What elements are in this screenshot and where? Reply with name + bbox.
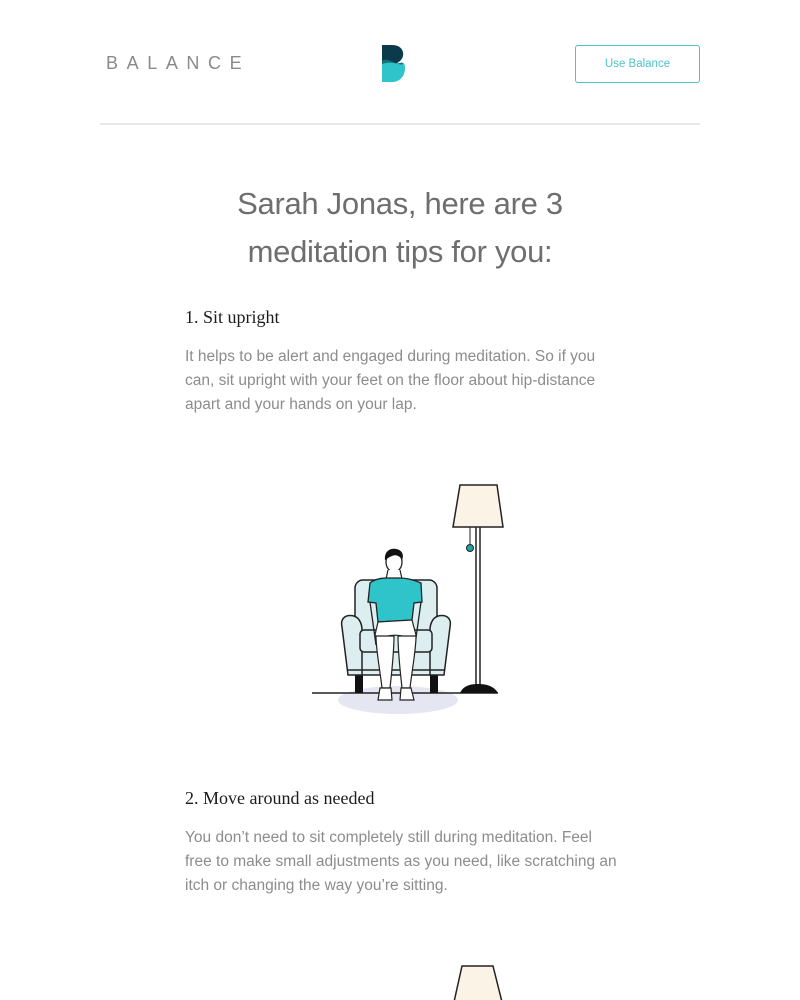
tip-title: 2. Move around as needed xyxy=(185,788,375,808)
tip-body: It helps to be alert and engaged during meditation. So if you can, sit upright with your feet on the floor about hip-distance apart and your hands on your lap. xyxy=(185,348,596,413)
tip-title: 1. Sit upright xyxy=(185,307,280,327)
person-in-armchair-illustration xyxy=(300,470,520,730)
page-title: Sarah Jonas, here are 3 meditation tips for you: xyxy=(237,186,563,269)
brand-wordmark: BALANCE xyxy=(106,53,251,73)
tip-body: You don’t need to sit completely still during meditation. Feel free to make small adjustments as you need, like scratching an itch or changing the way you’re sitting. xyxy=(185,829,617,894)
balance-logo-icon xyxy=(380,45,406,83)
tip-item xyxy=(185,305,620,417)
header-divider xyxy=(100,123,700,125)
floor-lamp-icon xyxy=(453,485,503,693)
floor-lamp-illustration xyxy=(420,940,540,1000)
tip-item xyxy=(185,786,620,898)
email-header xyxy=(100,0,700,125)
use-balance-button[interactable]: Use Balance xyxy=(575,45,700,83)
